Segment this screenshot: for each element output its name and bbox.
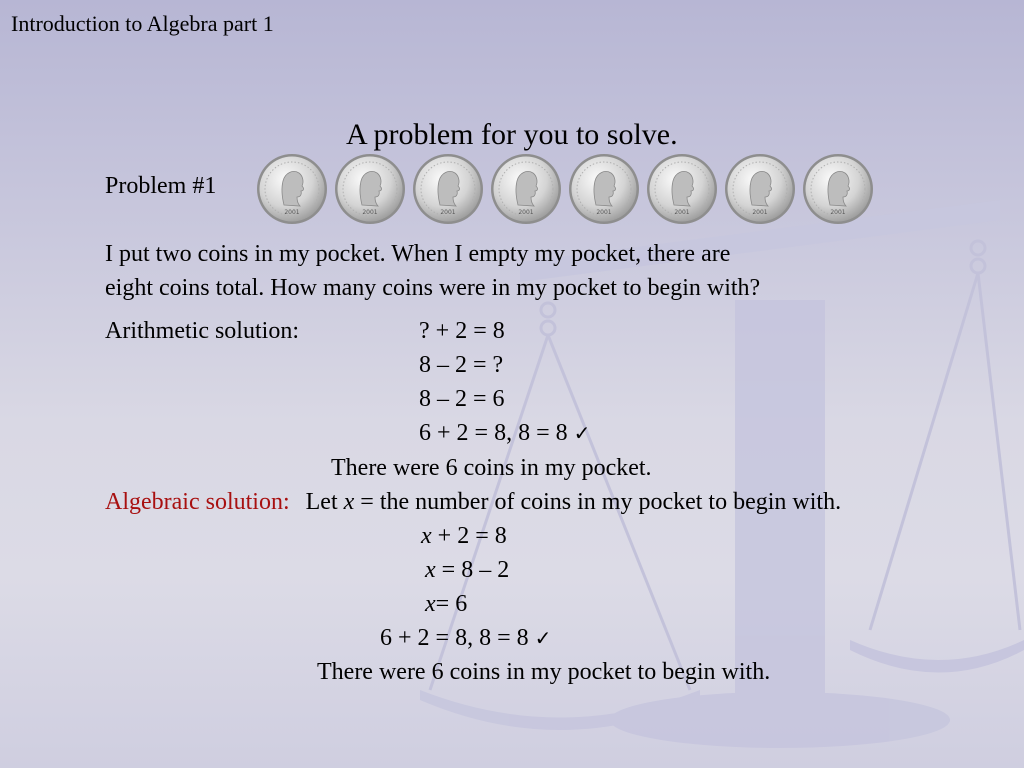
arithmetic-check-equation: 6 + 2 = 8, 8 = 8	[419, 420, 568, 446]
algebraic-step-3-rest: = 6	[435, 591, 468, 617]
variable-x: x	[425, 557, 436, 583]
algebraic-conclusion: There were 6 coins in my pocket to begin with.	[317, 659, 771, 685]
coin-icon	[568, 153, 640, 225]
problem-label: Problem #1	[105, 173, 217, 199]
arithmetic-step-1: ? + 2 = 8	[419, 318, 505, 344]
svg-text:2001: 2001	[830, 209, 846, 216]
arithmetic-solution-label: Arithmetic solution:	[105, 318, 299, 344]
coin-icon	[802, 153, 874, 225]
svg-text:2001: 2001	[752, 209, 768, 216]
arithmetic-step-2: 8 – 2 = ?	[419, 352, 504, 378]
arithmetic-step-3: 8 – 2 = 6	[419, 386, 505, 412]
svg-text:2001: 2001	[674, 209, 690, 216]
variable-x: x	[421, 523, 432, 549]
svg-text:2001: 2001	[284, 209, 300, 216]
slide-heading: A problem for you to solve.	[346, 118, 678, 151]
checkmark-icon: ✓	[534, 626, 552, 650]
variable-x: x	[425, 591, 436, 617]
algebraic-solution-label: Algebraic solution:	[105, 489, 290, 515]
algebraic-step-2-rest: = 8 – 2	[441, 557, 510, 583]
algebraic-check-equation: 6 + 2 = 8, 8 = 8	[380, 625, 529, 651]
svg-text:2001: 2001	[596, 209, 612, 216]
algebraic-check-row	[380, 624, 551, 652]
algebraic-step-1	[421, 522, 507, 550]
let-definition: = the number of coins in my pocket to begin with.	[360, 489, 842, 515]
algebraic-step-3	[425, 590, 467, 618]
algebraic-step-2	[425, 556, 509, 584]
variable-x: x	[343, 489, 355, 515]
coin-icon	[646, 153, 718, 225]
algebraic-step-1-rest: + 2 = 8	[437, 523, 507, 549]
coin-icon	[724, 153, 796, 225]
checkmark-icon: ✓	[573, 421, 591, 445]
coin-icon	[256, 153, 328, 225]
coin-icon	[412, 153, 484, 225]
slide-header-title: Introduction to Algebra part 1	[11, 11, 274, 36]
problem-text-line-2: eight coins total. How many coins were in my pocket to begin with?	[105, 275, 761, 301]
svg-text:2001: 2001	[518, 209, 534, 216]
problem-text-line-1: I put two coins in my pocket. When I empty my pocket, there are	[105, 241, 731, 267]
algebraic-solution-row	[105, 488, 841, 516]
coin-icon	[334, 153, 406, 225]
let-prefix: Let	[305, 489, 338, 515]
svg-text:2001: 2001	[362, 209, 378, 216]
coin-icon	[490, 153, 562, 225]
arithmetic-conclusion: There were 6 coins in my pocket.	[331, 455, 652, 481]
svg-text:2001: 2001	[440, 209, 456, 216]
arithmetic-step-4	[419, 419, 590, 447]
coin-row	[256, 153, 876, 227]
